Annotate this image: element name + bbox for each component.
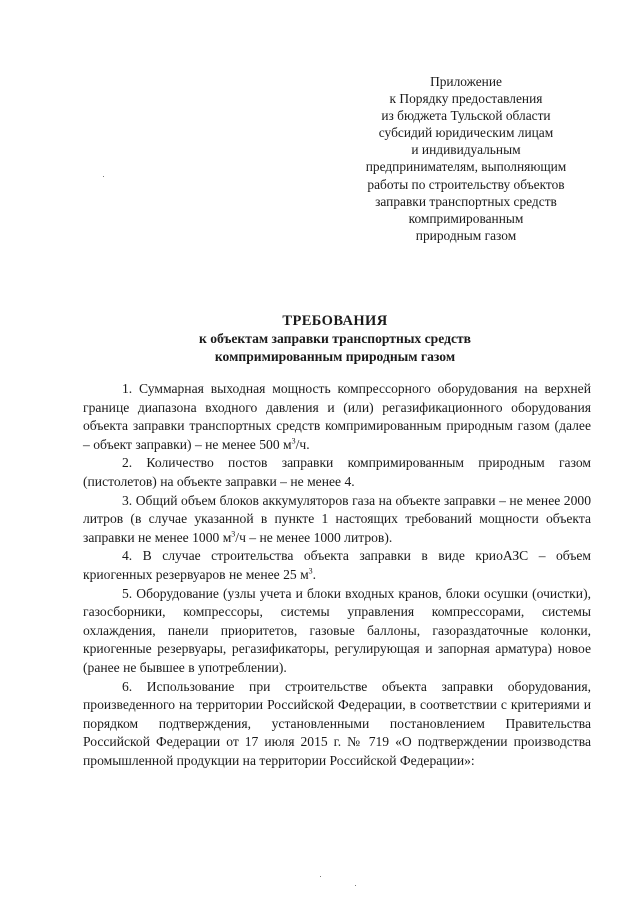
- appendix-line: Приложение: [430, 74, 502, 89]
- requirement-item-1: [83, 380, 591, 454]
- requirement-item-4: [83, 547, 591, 584]
- superscript: 3: [231, 529, 236, 539]
- requirement-tail: /ч – не менее 1000 литров).: [235, 529, 393, 545]
- scan-speck: [103, 176, 104, 177]
- appendix-line: к Порядку предоставления: [389, 91, 543, 107]
- document-title: [80, 312, 590, 366]
- requirement-item-2: [83, 454, 591, 491]
- appendix-line: природным газом: [415, 227, 517, 243]
- appendix-line: заправки транспортных средств: [375, 193, 557, 209]
- scan-speck: [320, 876, 321, 877]
- requirement-text: 5. Оборудование (узлы учета и блоки входных кранов, блоки осушки (очистки), газосборники, компрессоры, системы управления компрессорами, системы охлаждения, панели приоритетов, газовые баллоны, газораздаточные колонки, криогенные резервуары, регазификаторы, регулирующая и запорная арматура) новое (ранее не бывшее в употреблении).: [83, 585, 591, 675]
- requirement-text: 3. Общий объем блоков аккумуляторов газа на объекте заправки – не менее 2000 литров (в случае указанной в пункте 1 настоящих требований мощности объекта заправки не менее 1000 м: [83, 492, 591, 545]
- requirement-item-6: [83, 678, 591, 771]
- title-subtitle-line: компримированным природным газом: [214, 349, 456, 364]
- requirement-text: 6. Использование при строительстве объекта заправки оборудования, произведенного на территории Российской Федерации, в соответствии с критериями и порядком подтверждения, установленными постановлением Правительства Российской Федерации от 17 июля 2015 г. № 719 «О подтверждении производства промышленной продукции на территории Российской Федерации»:: [83, 678, 591, 768]
- requirement-text: 2. Количество постов заправки компримированным природным газом (пистолетов) на объекте заправки – не менее 4.: [83, 455, 591, 489]
- appendix-line: и индивидуальным: [411, 142, 521, 158]
- appendix-header: [335, 73, 597, 244]
- superscript: 3: [291, 436, 296, 446]
- requirement-text: 1. Суммарная выходная мощность компрессорного оборудования на верхней границе диапазона входного давления и (или) регазификационного оборудования объекта заправки транспортных средств компримированным природным газом (далее – объект заправки) – не менее 500 м: [83, 381, 591, 452]
- requirement-tail: .: [312, 566, 317, 582]
- requirement-item-3: [83, 492, 591, 548]
- appendix-line: компримированным: [408, 210, 524, 226]
- requirement-item-5: [83, 585, 591, 678]
- scan-speck: [355, 885, 356, 886]
- requirements-list: [83, 380, 591, 770]
- requirement-tail: /ч.: [295, 436, 310, 452]
- appendix-line: из бюджета Тульской области: [381, 108, 551, 124]
- appendix-line: субсидий юридическим лицам: [378, 125, 554, 141]
- title-subtitle-line: к объектам заправки транспортных средств: [198, 331, 472, 346]
- appendix-line: работы по строительству объектов: [367, 176, 565, 192]
- superscript: 3: [308, 566, 313, 576]
- requirement-text: 4. В случае строительства объекта заправки в виде криоАЗС – объем криогенных резервуаров не менее 25 м: [83, 548, 591, 582]
- appendix-line: предпринимателям, выполняющим: [365, 159, 567, 175]
- title-main: ТРЕБОВАНИЯ: [282, 313, 388, 329]
